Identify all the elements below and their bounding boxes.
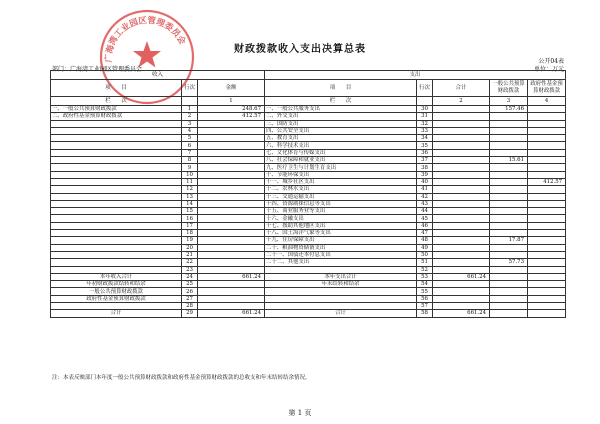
expense-total: 661.24 [433, 310, 490, 317]
income-item [51, 171, 182, 178]
expense-total: 661.24 [433, 273, 490, 280]
income-row-no: 13 [182, 193, 198, 200]
seal-lettering: 广海湾工业园区管理委员会 [104, 15, 188, 63]
unit-label: 单位：万元 [533, 66, 564, 73]
table-row [51, 164, 566, 171]
expense-row-no: 41 [417, 186, 433, 193]
income-item: 政府性基金预算财政拨款 [51, 295, 182, 302]
expense-row-no: 30 [417, 106, 433, 113]
expense-total [433, 149, 490, 156]
expense-item: 四、公共安全支出 [265, 127, 417, 134]
income-amount: 248.67 [198, 106, 265, 113]
income-item [51, 222, 182, 229]
table-row [51, 288, 566, 295]
income-row-no: 5 [182, 135, 198, 142]
income-item: 年初财政拨款结转和结余 [51, 281, 182, 288]
expense-item: 十一、城乡社区支出 [265, 178, 417, 185]
expense-row-no: 36 [417, 149, 433, 156]
table-row [51, 106, 566, 113]
income-amount [198, 127, 265, 134]
expense-row-no: 40 [417, 178, 433, 185]
income-row-no: 22 [182, 259, 198, 266]
expense-row-no: 55 [417, 288, 433, 295]
income-item [51, 164, 182, 171]
gov-fund-amount: 412.57 [528, 178, 566, 185]
expense-row-no: 58 [417, 310, 433, 317]
general-budget-amount [490, 288, 528, 295]
expense-item: 二十一、国债还本付息支出 [265, 251, 417, 258]
income-amount [198, 303, 265, 310]
gov-fund-amount [528, 135, 566, 142]
table-row [51, 273, 566, 280]
income-item [51, 244, 182, 251]
general-budget-amount [490, 149, 528, 156]
general-budget-amount [490, 164, 528, 171]
expense-total [433, 259, 490, 266]
expense-item: 十四、资源勘探信息等支出 [265, 200, 417, 207]
gov-fund-amount [528, 288, 566, 295]
expense-row-no: 53 [417, 273, 433, 280]
income-row-no: 1 [182, 106, 198, 113]
gov-fund-amount [528, 113, 566, 120]
gov-fund-amount [528, 200, 566, 207]
gov-fund-amount [528, 171, 566, 178]
table-row [51, 149, 566, 156]
table-row [51, 208, 566, 215]
expense-row-no: 52 [417, 266, 433, 273]
income-row-no: 24 [182, 273, 198, 280]
expense-total [433, 120, 490, 127]
expense-total [433, 295, 490, 302]
expense-row-no: 35 [417, 142, 433, 149]
expense-total [433, 164, 490, 171]
expense-total [433, 113, 490, 120]
income-row-no: 15 [182, 208, 198, 215]
income-item: 合计 [51, 310, 182, 317]
expense-item: 十五、商业服务业等支出 [265, 208, 417, 215]
expense-total [433, 244, 490, 251]
expense-row-no: 37 [417, 157, 433, 164]
gov-fund-amount [528, 208, 566, 215]
expense-total [433, 186, 490, 193]
expense-row-no: 54 [417, 281, 433, 288]
gov-fund-amount [528, 106, 566, 113]
expense-total [433, 222, 490, 229]
table-row [51, 113, 566, 120]
income-amount [198, 178, 265, 185]
income-item [51, 142, 182, 149]
income-amount [198, 208, 265, 215]
gov-fund-amount [528, 295, 566, 302]
general-budget-amount: 157.46 [490, 106, 528, 113]
expense-total [433, 135, 490, 142]
income-row-no: 6 [182, 142, 198, 149]
table-row [51, 281, 566, 288]
income-row-no: 2 [182, 113, 198, 120]
income-item [51, 215, 182, 222]
income-item [51, 149, 182, 156]
income-row-no: 17 [182, 222, 198, 229]
income-item [51, 259, 182, 266]
gov-fund-amount [528, 164, 566, 171]
expense-item: 二、外交支出 [265, 113, 417, 120]
expense-item: 年末结转和结余 [265, 281, 417, 288]
income-item [51, 237, 182, 244]
income-amount [198, 164, 265, 171]
income-row-no: 14 [182, 200, 198, 207]
income-row-no: 16 [182, 215, 198, 222]
expense-row-no: 45 [417, 215, 433, 222]
expense-item [265, 303, 417, 310]
expense-row-no: 57 [417, 303, 433, 310]
income-item: 一般公共预算财政拨款 [51, 288, 182, 295]
income-item [51, 178, 182, 185]
income-item: 二、政府性基金预算财政拨款 [51, 113, 182, 120]
income-row-no: 10 [182, 171, 198, 178]
expense-total [433, 251, 490, 258]
general-budget-amount [490, 251, 528, 258]
gov-fund-amount [528, 244, 566, 251]
income-amount [198, 281, 265, 288]
income-amount [198, 237, 265, 244]
gov-fund-amount [528, 281, 566, 288]
expense-lanci: 栏 次 [265, 97, 417, 106]
form-number: 公开04表 [538, 58, 564, 65]
expense-item: 七、文化体育与传媒支出 [265, 149, 417, 156]
income-lanci: 栏 次 [51, 97, 182, 106]
gov-fund-amount [528, 149, 566, 156]
expense-row-no: 48 [417, 237, 433, 244]
table-row [51, 303, 566, 310]
income-row-no: 25 [182, 281, 198, 288]
income-item [51, 186, 182, 193]
expense-row-no: 43 [417, 200, 433, 207]
income-row-no: 19 [182, 237, 198, 244]
table-row [51, 186, 566, 193]
general-budget-amount [490, 244, 528, 251]
income-amount [198, 157, 265, 164]
income-row-no: 21 [182, 251, 198, 258]
table-row [51, 142, 566, 149]
income-item [51, 200, 182, 207]
expense-total [433, 200, 490, 207]
expense-row-no: 42 [417, 193, 433, 200]
expense-total-header: 合计 [433, 80, 490, 97]
general-budget-header: 一般公共预算财政拨款 [490, 80, 528, 97]
expense-rowno-header: 行次 [417, 80, 433, 97]
gov-fund-amount [528, 127, 566, 134]
general-budget-amount [490, 135, 528, 142]
general-budget-amount [490, 222, 528, 229]
income-amount: 412.57 [198, 113, 265, 120]
income-row-no: 8 [182, 157, 198, 164]
income-amount [198, 120, 265, 127]
table-row [51, 237, 566, 244]
general-budget-amount: 57.73 [490, 259, 528, 266]
general-budget-amount [490, 266, 528, 273]
general-budget-amount [490, 215, 528, 222]
expense-item: 十、节能环保支出 [265, 171, 417, 178]
income-item [51, 208, 182, 215]
income-amount [198, 251, 265, 258]
expense-header: 支出 [265, 71, 566, 80]
general-budget-amount [490, 273, 528, 280]
income-row-no: 4 [182, 127, 198, 134]
general-budget-amount [490, 200, 528, 207]
general-budget-amount [490, 127, 528, 134]
general-budget-amount [490, 142, 528, 149]
income-item [51, 157, 182, 164]
expense-item [265, 295, 417, 302]
col-num-total: 2 [433, 97, 490, 106]
expense-total [433, 142, 490, 149]
expense-row-no: 47 [417, 230, 433, 237]
expense-total [433, 266, 490, 273]
gov-fund-amount [528, 157, 566, 164]
expense-row-no: 46 [417, 222, 433, 229]
income-item: 一、一般公共预算财政拨款 [51, 106, 182, 113]
expense-item [265, 266, 417, 273]
expense-row-no: 31 [417, 113, 433, 120]
expense-row-no: 50 [417, 251, 433, 258]
gov-fund-amount [528, 193, 566, 200]
income-amount [198, 266, 265, 273]
income-row-no: 28 [182, 303, 198, 310]
expense-row-no: 44 [417, 208, 433, 215]
col-num-amount: 1 [198, 97, 265, 106]
general-budget-amount [490, 230, 528, 237]
income-row-no: 11 [182, 178, 198, 185]
table-row [51, 251, 566, 258]
col-num-general: 3 [490, 97, 528, 106]
table-row [51, 310, 566, 317]
income-amount: 661.24 [198, 273, 265, 280]
expense-total [433, 208, 490, 215]
expense-row-no: 39 [417, 171, 433, 178]
fiscal-summary-table [50, 70, 566, 318]
expense-row-no: 33 [417, 127, 433, 134]
general-budget-amount [490, 208, 528, 215]
income-amount [198, 259, 265, 266]
page-number: 第 1 页 [288, 409, 312, 417]
expense-item: 六、科学技术支出 [265, 142, 417, 149]
table-row [51, 157, 566, 164]
income-amount [198, 186, 265, 193]
expense-row-no: 49 [417, 244, 433, 251]
general-budget-amount [490, 113, 528, 120]
income-row-no: 7 [182, 149, 198, 156]
expense-item: 八、社会保障和就业支出 [265, 157, 417, 164]
expense-item: 三、国防支出 [265, 120, 417, 127]
gov-fund-amount [528, 186, 566, 193]
table-row [51, 135, 566, 142]
income-amount [198, 193, 265, 200]
col-num-gov: 4 [528, 97, 566, 106]
income-amount: 661.24 [198, 310, 265, 317]
table-row [51, 230, 566, 237]
income-amount [198, 215, 265, 222]
expense-total [433, 230, 490, 237]
gov-fund-amount [528, 251, 566, 258]
expense-row-no: 32 [417, 120, 433, 127]
income-item [51, 251, 182, 258]
general-budget-amount: 17.87 [490, 237, 528, 244]
department-label: 部门：广海湾工业园区管理委员会 [52, 66, 143, 73]
gov-fund-amount [528, 237, 566, 244]
income-item [51, 303, 182, 310]
expense-item: 五、教育支出 [265, 135, 417, 142]
expense-total [433, 106, 490, 113]
gov-fund-amount [528, 142, 566, 149]
general-budget-amount [490, 310, 528, 317]
expense-total [433, 303, 490, 310]
gov-fund-amount [528, 273, 566, 280]
general-budget-amount [490, 178, 528, 185]
income-row-no: 20 [182, 244, 198, 251]
income-row-no: 12 [182, 186, 198, 193]
expense-item: 二十二、其他支出 [265, 259, 417, 266]
expense-row-no: 51 [417, 259, 433, 266]
expense-item: 合计 [265, 310, 417, 317]
income-row-no: 29 [182, 310, 198, 317]
gov-fund-amount [528, 222, 566, 229]
expense-total [433, 237, 490, 244]
expense-item: 二十、粮油物资储备支出 [265, 244, 417, 251]
general-budget-amount [490, 281, 528, 288]
gov-fund-amount [528, 215, 566, 222]
table-row [51, 215, 566, 222]
expense-row-no: 38 [417, 164, 433, 171]
expense-item: 十九、住房保障支出 [265, 237, 417, 244]
expense-item: 九、医疗卫生与计划生育支出 [265, 164, 417, 171]
general-budget-amount [490, 303, 528, 310]
general-budget-amount [490, 171, 528, 178]
income-amount [198, 288, 265, 295]
expense-item: 十三、交通运输支出 [265, 193, 417, 200]
table-row [51, 171, 566, 178]
gov-fund-amount [528, 266, 566, 273]
expense-total [433, 171, 490, 178]
expense-total [433, 281, 490, 288]
table-row [51, 120, 566, 127]
income-row-no: 3 [182, 120, 198, 127]
expense-item-header: 项 目 [265, 80, 417, 97]
table-row [51, 295, 566, 302]
income-amount [198, 135, 265, 142]
income-amount [198, 142, 265, 149]
expense-total [433, 178, 490, 185]
expense-row-no: 34 [417, 135, 433, 142]
income-row-no: 26 [182, 288, 198, 295]
general-budget-amount: 15.61 [490, 157, 528, 164]
expense-total [433, 215, 490, 222]
table-row [51, 193, 566, 200]
income-row-no: 9 [182, 164, 198, 171]
expense-total [433, 157, 490, 164]
income-item [51, 135, 182, 142]
expense-item: 一、一般公共服务支出 [265, 106, 417, 113]
table-row [51, 266, 566, 273]
table-row [51, 178, 566, 185]
income-item-header: 项 目 [51, 80, 182, 97]
expense-total [433, 288, 490, 295]
expense-item: 十七、援助其他地区支出 [265, 222, 417, 229]
income-amount [198, 244, 265, 251]
income-item [51, 127, 182, 134]
expense-item: 十二、农林水支出 [265, 186, 417, 193]
income-item [51, 266, 182, 273]
income-header: 收入 [51, 71, 265, 80]
expense-item: 十八、国土海洋气象等支出 [265, 230, 417, 237]
general-budget-amount [490, 193, 528, 200]
income-amount [198, 230, 265, 237]
table-row [51, 259, 566, 266]
income-amount [198, 295, 265, 302]
table-row [51, 244, 566, 251]
income-amount-header: 金额 [198, 80, 265, 97]
income-row-no: 27 [182, 295, 198, 302]
gov-fund-amount [528, 310, 566, 317]
gov-fund-header: 政府性基金预算财政拨款 [528, 80, 566, 97]
income-row-no: 23 [182, 266, 198, 273]
gov-fund-amount [528, 230, 566, 237]
gov-fund-amount [528, 120, 566, 127]
general-budget-amount [490, 120, 528, 127]
income-amount [198, 149, 265, 156]
income-item [51, 193, 182, 200]
table-row [51, 200, 566, 207]
general-budget-amount [490, 186, 528, 193]
expense-item [265, 288, 417, 295]
income-item [51, 120, 182, 127]
income-rowno-header: 行次 [182, 80, 198, 97]
income-item [51, 230, 182, 237]
expense-total [433, 127, 490, 134]
income-item: 本年收入合计 [51, 273, 182, 280]
gov-fund-amount [528, 303, 566, 310]
report-title: 财政拨款收入支出决算总表 [234, 44, 366, 55]
income-row-no: 18 [182, 230, 198, 237]
footnote: 注：本表反映部门本年度一般公共预算财政拨款和政府性基金预算财政拨款的总收支和年末结转结余情况。 [52, 375, 311, 381]
income-amount [198, 171, 265, 178]
table-row [51, 222, 566, 229]
expense-item: 本年支出合计 [265, 273, 417, 280]
table-row [51, 127, 566, 134]
gov-fund-amount [528, 259, 566, 266]
expense-row-no: 56 [417, 295, 433, 302]
income-amount [198, 222, 265, 229]
expense-total [433, 193, 490, 200]
expense-item: 十六、金融支出 [265, 215, 417, 222]
general-budget-amount [490, 295, 528, 302]
income-amount [198, 200, 265, 207]
